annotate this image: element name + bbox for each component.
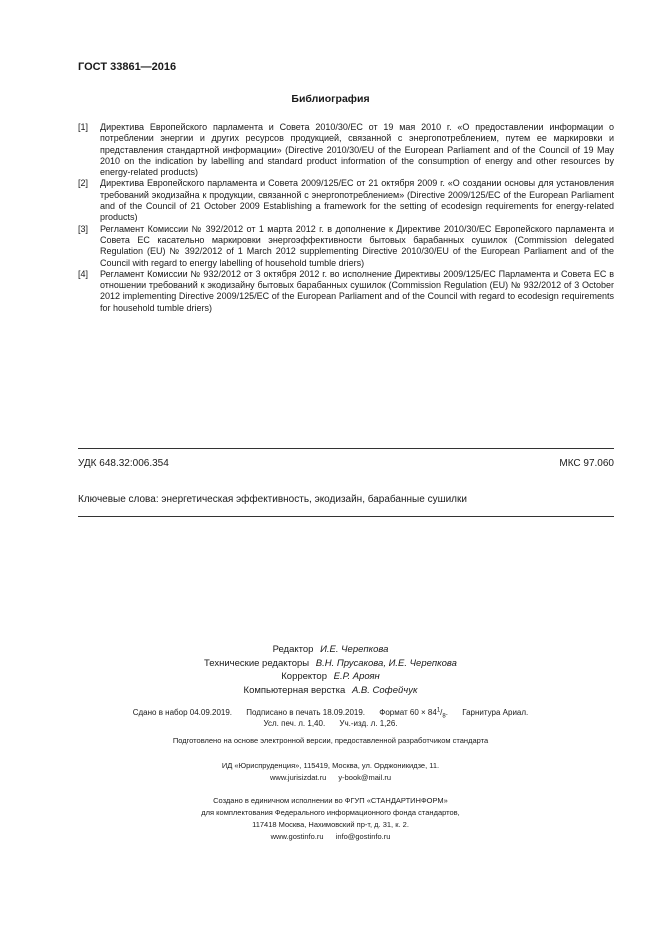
publisher-block: [0, 760, 661, 784]
created-contacts: [0, 831, 661, 843]
reference-item: [78, 269, 614, 314]
tech-editors-line: [0, 657, 661, 671]
publisher-site-link[interactable]: www.jurisizdat.ru: [270, 773, 327, 782]
keywords: Ключевые слова: энергетическая эффективность, экодизайн, барабанные сушилки: [78, 494, 467, 505]
reference-number: [3]: [78, 223, 89, 234]
reference-number: [1]: [78, 122, 89, 132]
reference-number: [2]: [78, 178, 89, 189]
reference-text: Регламент Комиссии № 932/2012 от 3 октября 2012 г. во исполнение Директивы 2009/125/ЕС Парламента и Совета ЕС в отношении требований к экодизайну бытовых барабанных сушилок (Commission Regulation (EU) № 932/2012 of 3 October 2012 implementing Directive 2009/125/EC of the European Parliament and of the Council with regard to ecodesign requirements for household tumble driers): [100, 268, 614, 313]
tech-editors-name: В.Н. Прусакова, И.Е. Черепкова: [315, 657, 457, 669]
created-line-3: 117418 Москва, Нахимовский пр-т, д. 31, к. 2.: [252, 820, 409, 829]
reference-item: [78, 178, 614, 223]
signed-text: Подписано в печать 18.09.2019.: [246, 707, 366, 717]
publication-sheets: Уч.-изд. л. 1,26.: [339, 719, 398, 728]
udk-code: УДК 648.32:006.354: [78, 458, 169, 469]
reference-item: [78, 122, 614, 178]
gostinfo-email-link[interactable]: info@gostinfo.ru: [335, 832, 391, 841]
print-info-line: [0, 707, 661, 719]
reference-number: [4]: [78, 268, 89, 279]
corrector-label: Корректор: [281, 671, 327, 682]
prepared-note: Подготовлено на основе электронной версии, предоставленной разработчиком стандарта: [172, 736, 489, 745]
reference-text: Регламент Комиссии № 392/2012 от 1 марта 2012 г. в дополнение к Директиве 2010/30/ЕС Европейского парламента и Совета ЕС касательно маркировки энергоэффективности бытовых барабанных сушилок (Commission delegated Regulation (EU) № 392/2012 of 1 March 2012 supplementing Directive 2010/30/EU of the European Parliament and of the Council with regard to energy labelling of household tumble driers): [100, 223, 614, 268]
editor-name: И.Е. Черепкова: [320, 644, 389, 655]
publisher-email-link[interactable]: y-book@mail.ru: [338, 773, 391, 782]
format-numerator: 1: [436, 707, 441, 713]
bibliography-title: Библиография: [291, 93, 370, 105]
reference-list: [78, 122, 614, 314]
created-line-2: для комплектования Федерального информационного фонда стандартов,: [201, 808, 460, 817]
corrector-line: [0, 670, 661, 684]
reference-text: Директива Европейского парламента и Совета 2010/30/ЕС от 19 мая 2010 г. «О предоставлении информации о потреблении энергии и других ресурсов продукцией, связанной с энергопотреблением, путем ее маркировки и представления стандартной информации» (Directive 2010/30/EU of the European Parliament and of the Council of 19 May 2010 on the indication by labelling and standard product information of the consumption of energy and other resources by energy-related products): [100, 122, 614, 178]
print-sheets: Усл. печ. л. 1,40.: [263, 719, 326, 728]
mks-code: МКС 97.060: [559, 458, 614, 469]
corrector-name: Е.Р. Ароян: [333, 671, 380, 682]
signed-date: [246, 708, 365, 717]
divider-bottom: [78, 516, 614, 517]
publisher-address: ИД «Юриспруденция», 115419, Москва, ул. Орджоникидзе, 11.: [221, 761, 440, 770]
font-info: Гарнитура Ариал.: [462, 707, 529, 717]
format-denominator: 8: [442, 713, 446, 720]
tech-editors-label: Технические редакторы: [204, 657, 310, 669]
divider-top: [78, 448, 614, 449]
gostinfo-site-link[interactable]: www.gostinfo.ru: [270, 832, 324, 841]
layout-label: Компьютерная верстка: [243, 684, 346, 696]
submitted-date: Сдано в набор 04.09.2019.: [132, 707, 233, 717]
layout-line: [0, 684, 661, 698]
created-block: [0, 795, 661, 843]
publisher-contacts: [0, 772, 661, 784]
created-line-1: Создано в единичном исполнении во ФГУП «СТАНДАРТИНФОРМ»: [213, 796, 448, 805]
print-sheets-line: [0, 719, 661, 728]
editor-label: Редактор: [272, 644, 314, 655]
reference-item: [78, 224, 614, 269]
format-prefix: Формат 60 × 84: [379, 707, 437, 717]
reference-text: Директива Европейского парламента и Совета 2009/125/ЕС от 21 октября 2009 г. «О создании основы для установления требований экодизайна к продукции, связанной с энергопотреблением» (Directive 2009/125/EC of the European Parliament and of the Council of 21 October 2009 Establishing a framework for the setting of ecodesign requirements for energy-related products): [100, 178, 614, 223]
credits-block: [0, 643, 661, 697]
paper-format: Формат $60 \times 84^1/_8$.: [379, 707, 448, 720]
format-suffix: .: [445, 707, 448, 717]
editor-line: [0, 643, 661, 657]
layout-name: А.В. Софейчук: [351, 684, 418, 696]
standard-code: ГОСТ 33861—2016: [78, 61, 177, 73]
